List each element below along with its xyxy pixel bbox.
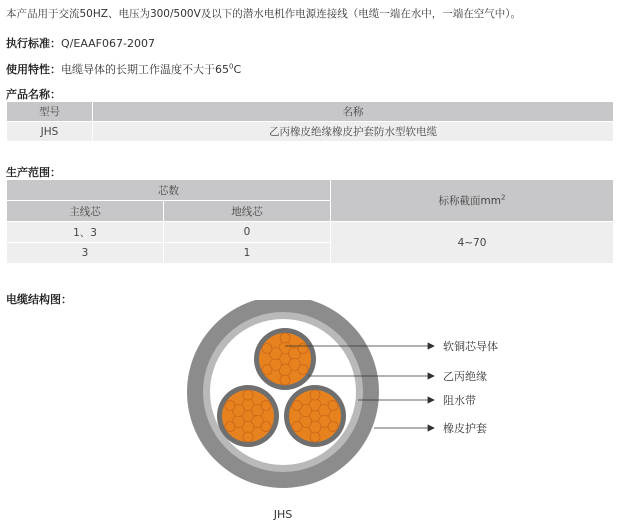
label-water-tape: 阻水带 <box>443 394 476 407</box>
standard-line <box>6 35 155 51</box>
usage-value: 电缆导体的长期工作温度不大于65 <box>61 63 229 76</box>
cable-structure-diagram <box>0 300 620 526</box>
col-name-header: 名称 <box>93 102 614 122</box>
row1-ground: 0 <box>164 222 331 243</box>
label-conductor: 软铜芯导体 <box>443 340 498 353</box>
usage-unit: C <box>233 63 242 76</box>
col-model-header: 型号 <box>7 102 93 122</box>
usage-label: 使用特性： <box>6 63 61 76</box>
core-left <box>217 385 279 447</box>
structure-heading: 电缆结构图： <box>6 293 72 306</box>
standard-value: Q/EAAF067-2007 <box>61 37 155 50</box>
product-name-heading: 产品名称： <box>6 88 61 101</box>
row2-ground: 1 <box>164 243 331 264</box>
col-section-header: 标称截面$mm^2$ <box>331 180 614 222</box>
diagram-caption: JHS <box>273 508 293 521</box>
col-main-header: 主线芯 <box>7 201 164 222</box>
standard-label: 执行标准： <box>6 37 61 50</box>
col-ground-header: 地线芯 <box>164 201 331 222</box>
section-value: 4~70 <box>331 222 614 264</box>
production-range-heading: 生产范围： <box>6 166 61 179</box>
usage-line <box>6 61 241 77</box>
usage-degree: 0 <box>229 62 234 71</box>
product-name-table <box>6 101 614 142</box>
label-sheath: 橡皮护套 <box>443 422 487 435</box>
row2-main: 3 <box>7 243 164 264</box>
row1-main: 1、3 <box>7 222 164 243</box>
name-cell: 乙丙橡皮绝缘橡皮护套防水型软电缆 <box>93 122 614 142</box>
core-right <box>284 385 346 447</box>
model-cell: JHS <box>7 122 93 142</box>
core-top <box>254 328 316 390</box>
label-insulation: 乙丙绝缘 <box>443 370 487 383</box>
col-cores-header: 芯数 <box>7 180 331 201</box>
intro-text: 本产品用于交流50HZ、电压为300/500V及以下的潜水电机作电源连接线（电缆一端在水中，一端在空气中）。 <box>6 8 522 20</box>
production-range-table <box>6 179 614 264</box>
